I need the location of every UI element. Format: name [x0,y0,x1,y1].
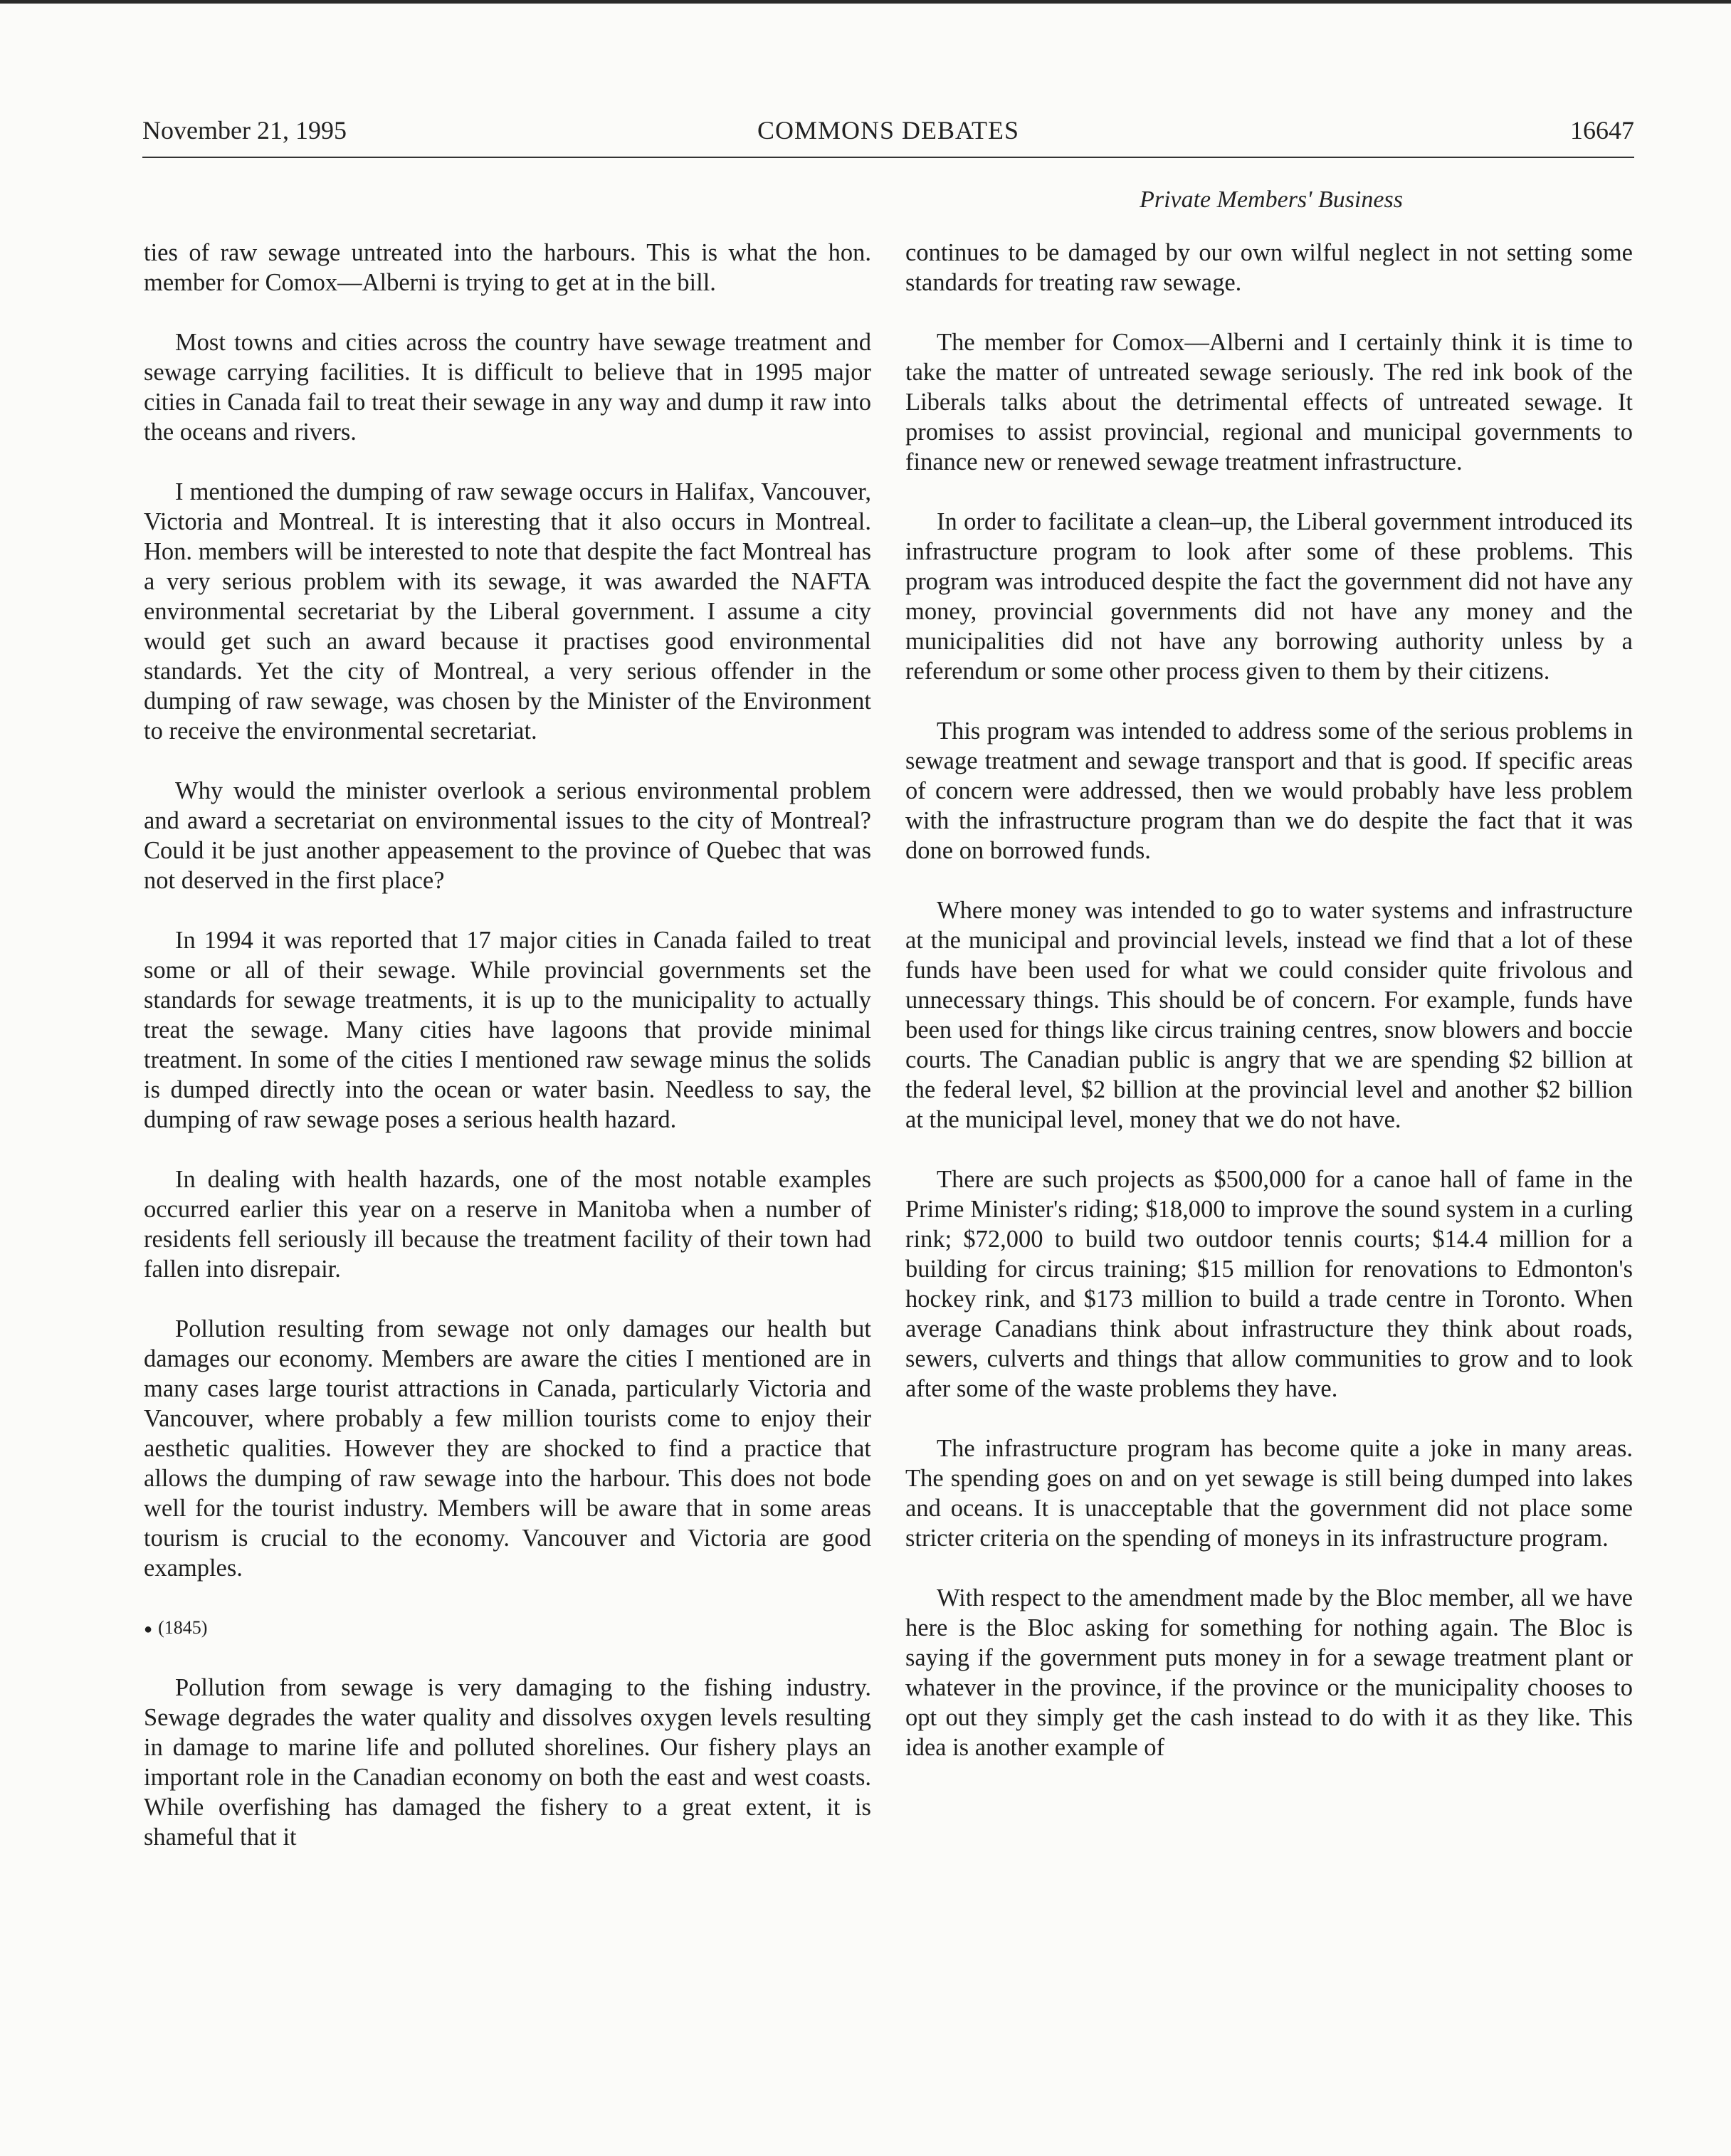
paragraph: Pollution from sewage is very damaging to the fishing industry. Sewage degrades the water quality and dissolves oxygen levels resulting in damage to marine life and polluted shorelines. Our fishery plays an important role in the Canadian economy on both the east and west coasts. While overfishing has damaged the fishery to a great extent, it is shameful that it [144,1674,871,1851]
paragraph: ties of raw sewage untreated into the harbours. This is what the hon. member for Comox—Alberni is trying to get at in the bill. [144,239,871,296]
paragraph: There are such projects as $500,000 for a canoe hall of fame in the Prime Minister's riding; $18,000 to improve the sound system in a curling rink; $72,000 to build two outdoor tennis courts; $14.4 million for a building for circus training; $15 million for renovations to Edmonton's hockey rink, and $173 million to build a trade centre in Toronto. When average Canadians think about infrastructure they think about roads, sewers, culverts and things that allow communities to grow and to look after some of the waste problems they have. [905,1166,1633,1402]
time-marker [144,1613,871,1644]
section-title: Private Members' Business [1140,186,1403,213]
paragraph: continues to be damaged by our own wilful neglect in not setting some standards for treating raw sewage. [905,239,1633,296]
header-rule [142,157,1634,158]
page-number: 16647 [1570,116,1634,144]
left-column [144,238,871,1852]
bullet-icon: ● [144,1621,153,1637]
time-marker-text: (1845) [158,1617,208,1638]
paragraph: I mentioned the dumping of raw sewage occurs in Halifax, Vancouver, Victoria and Montreal. It is interesting that it also occurs in Montreal. Hon. members will be interested to note that despite the fact Montreal has a very serious problem with its sewage, it was awarded the NAFTA environmental secretariat by the Liberal government. I assume a city would get such an award because it practises good environmental standards. Yet the city of Montreal, a very serious offender in the dumping of raw sewage, was chosen by the Minister of the Environment to receive the environmental secretariat. [144,478,871,745]
top-edge-rule [0,0,1731,4]
header-title: COMMONS DEBATES [757,116,1020,144]
paragraph: In dealing with health hazards, one of the most notable examples occurred earlier this year on a reserve in Manitoba when a number of residents fell seriously ill because the treatment facility of their town had fallen into disrepair. [144,1166,871,1283]
paragraph: The infrastructure program has become quite a joke in many areas. The spending goes on and on yet sewage is still being dumped into lakes and oceans. It is unacceptable that the government did not place some stricter criteria on the spending of moneys in its infrastructure program. [905,1435,1633,1552]
page-header [142,115,1634,152]
right-column [905,238,1633,1762]
header-date: November 21, 1995 [142,116,347,144]
paragraph: Why would the minister overlook a serious environmental problem and award a secretariat on environmental issues to the city of Montreal? Could it be just another appeasement to the province of Quebec that was not deserved in the first place? [144,777,871,894]
paragraph: This program was intended to address some of the serious problems in sewage treatment and sewage transport and that is good. If specific areas of concern were addressed, then we would probably have less problem with the infrastructure program than we do despite the fact that it was done on borrowed funds. [905,717,1633,864]
paragraph: The member for Comox—Alberni and I certainly think it is time to take the matter of untreated sewage seriously. The red ink book of the Liberals talks about the detrimental effects of untreated sewage. It promises to assist provincial, regional and municipal governments to finance new or renewed sewage treatment infrastructure. [905,329,1633,475]
paragraph: Most towns and cities across the country have sewage treatment and sewage carrying facilities. It is difficult to believe that in 1995 major cities in Canada fail to treat their sewage in any way and dump it raw into the oceans and rivers. [144,329,871,446]
paragraph: Where money was intended to go to water systems and infrastructure at the municipal and provincial levels, instead we find that a lot of these funds have been used for what we could consider quite frivolous and unnecessary things. This should be of concern. For example, funds have been used for things like circus training centres, snow blowers and boccie courts. The Canadian public is angry that we are spending $2 billion at the federal level, $2 billion at the provincial level and another $2 billion at the municipal level, money that we do not have. [905,897,1633,1133]
paragraph: Pollution resulting from sewage not only damages our health but damages our economy. Members are aware the cities I mentioned are in many cases large tourist attractions in Canada, particularly Victoria and Vancouver, where probably a few million tourists come to enjoy their aesthetic qualities. However they are shocked to find a practice that allows the dumping of raw sewage into the harbour. This does not bode well for the tourist industry. Members will be aware that in some areas tourism is crucial to the economy. Vancouver and Victoria are good examples. [144,1315,871,1582]
paragraph: With respect to the amendment made by the Bloc member, all we have here is the Bloc asking for something for nothing again. The Bloc is saying if the government puts money in for a sewage treatment plant or whatever in the province, if the province or the municipality chooses to opt out they simply get the cash instead to do with it as they like. This idea is another example of [905,1584,1633,1761]
paragraph: In order to facilitate a clean–up, the Liberal government introduced its infrastructure program to look after some of these problems. This program was introduced despite the fact the government did not have any money, provincial governments did not have any money and the municipalities did not have any borrowing authority unless by a referendum or some other process given to them by their citizens. [905,508,1633,685]
paragraph: In 1994 it was reported that 17 major cities in Canada failed to treat some or all of their sewage. While provincial governments set the standards for sewage treatments, it is up to the municipality to actually treat the sewage. Many cities have lagoons that provide minimal treatment. In some of the cities I mentioned raw sewage minus the solids is dumped directly into the ocean or water basin. Needless to say, the dumping of raw sewage poses a serious health hazard. [144,927,871,1133]
